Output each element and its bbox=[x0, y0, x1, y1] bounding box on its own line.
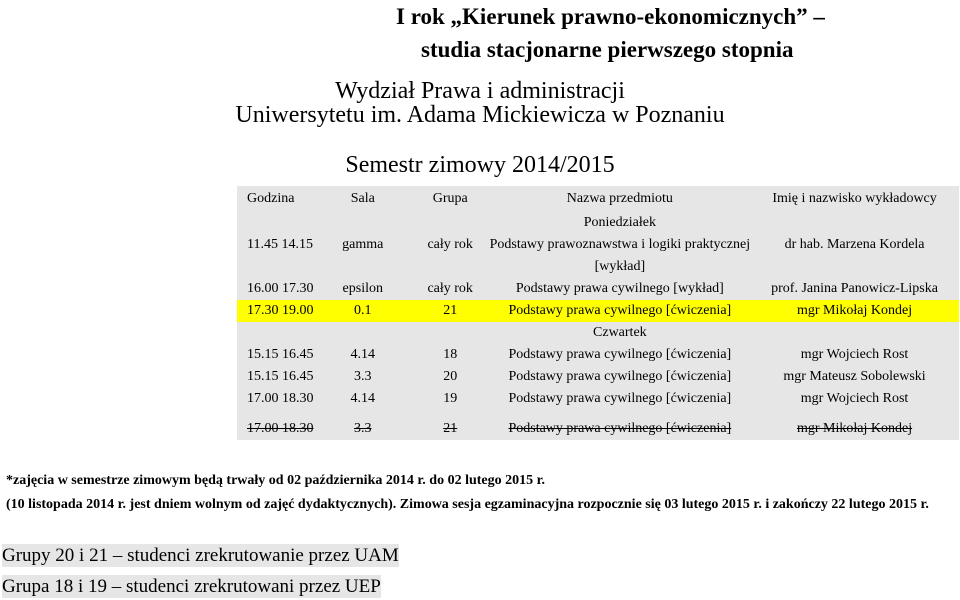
table-header-row bbox=[237, 186, 959, 212]
table-row bbox=[237, 234, 959, 256]
schedule-table bbox=[237, 186, 959, 440]
col-header-subject: Nazwa przedmiotu bbox=[566, 191, 673, 206]
cell-group: 21 bbox=[411, 418, 490, 440]
university-name: Uniwersytetu im. Adama Mickiewicza w Poznaniu bbox=[235, 102, 725, 128]
cell-group: 19 bbox=[443, 391, 458, 406]
group-info-2: Grupa 18 i 19 – studenci zrekrutowani przez UEP bbox=[2, 576, 381, 597]
cell-group: cały rok bbox=[427, 281, 473, 296]
cell-lecturer: dr hab. Marzena Kordela bbox=[784, 237, 925, 252]
day-row-thursday bbox=[237, 322, 959, 344]
table-spacer bbox=[237, 410, 959, 418]
day-label: Poniedziałek bbox=[583, 215, 656, 230]
cell-lecturer: mgr Mikołaj Kondej bbox=[750, 300, 959, 322]
cell-subject: Podstawy prawoznawstwa i logiki praktycznej bbox=[489, 237, 751, 252]
cell-subject: Podstawy prawa cywilnego [ćwiczenia] bbox=[508, 391, 732, 406]
table-row bbox=[237, 388, 959, 410]
cell-lecturer: mgr Wojciech Rost bbox=[800, 391, 909, 406]
semester-note-2: (10 listopada 2014 r. jest dniem wolnym od zajęć dydaktycznych). Zimowa sesja egzaminacyjna rozpocznie się 03 lutego 2015 r. i zakończy 22 lutego 2015 r. bbox=[6, 497, 929, 512]
cell-room: 4.14 bbox=[350, 347, 376, 362]
title-line-1: I rok „Kierunek prawno-ekonomicznych” – bbox=[396, 4, 825, 29]
cell-room: epsilon bbox=[342, 281, 383, 296]
cell-lecturer: mgr Mateusz Sobolewski bbox=[783, 369, 926, 384]
cell-group: 18 bbox=[443, 347, 458, 362]
cell-subject: Podstawy prawa cywilnego [ćwiczenia] bbox=[508, 347, 732, 362]
cell-time: 17.00 18.30 bbox=[247, 391, 314, 406]
cell-time: 17.30 19.00 bbox=[237, 300, 315, 322]
cell-room: 4.14 bbox=[350, 391, 376, 406]
faculty-name: Wydział Prawa i administracji bbox=[335, 78, 625, 104]
cell-room: gamma bbox=[342, 237, 384, 252]
table-row-cancelled bbox=[237, 418, 959, 440]
cell-subject: Podstawy prawa cywilnego [wykład] bbox=[515, 281, 724, 296]
cell-time: 16.00 17.30 bbox=[247, 281, 314, 296]
col-header-lecturer: Imię i nazwisko wykładowcy bbox=[772, 191, 937, 206]
cell-lecturer: mgr Wojciech Rost bbox=[800, 347, 909, 362]
table-row bbox=[237, 278, 959, 300]
day-row-monday bbox=[237, 212, 959, 234]
table-row-highlighted bbox=[237, 300, 959, 322]
group-info-1: Grupy 20 i 21 – studenci zrekrutowanie przez UAM bbox=[2, 545, 399, 566]
cell-room: 0.1 bbox=[315, 300, 411, 322]
col-header-room: Sala bbox=[350, 191, 375, 206]
cell-subject: Podstawy prawa cywilnego [ćwiczenia] bbox=[490, 300, 751, 322]
col-header-time: Godzina bbox=[247, 191, 295, 206]
day-label: Czwartek bbox=[593, 325, 647, 340]
cell-group: 20 bbox=[443, 369, 458, 384]
cell-room: 3.3 bbox=[315, 418, 411, 440]
col-header-group: Grupa bbox=[432, 191, 468, 206]
cell-time: 15.15 16.45 bbox=[247, 369, 314, 384]
table-row bbox=[237, 366, 959, 388]
cell-lecturer: mgr Mikołaj Kondej bbox=[750, 418, 959, 440]
table-row bbox=[237, 344, 959, 366]
cell-subject: [wykład] bbox=[594, 259, 646, 274]
title-line-2: studia stacjonarne pierwszego stopnia bbox=[421, 37, 794, 62]
cell-lecturer: prof. Janina Panowicz-Lipska bbox=[771, 281, 938, 296]
cell-time: 11.45 14.15 bbox=[247, 237, 313, 252]
table-row-continuation bbox=[237, 256, 959, 278]
cell-room: 3.3 bbox=[354, 369, 372, 384]
semester-note-1: *zajęcia w semestrze zimowym będą trwały od 02 października 2014 r. do 02 lutego 2015 r. bbox=[6, 473, 546, 488]
cell-subject: Podstawy prawa cywilnego [ćwiczenia] bbox=[490, 418, 751, 440]
semester-title: Semestr zimowy 2014/2015 bbox=[345, 152, 615, 178]
cell-time: 15.15 16.45 bbox=[247, 347, 314, 362]
cell-group: 21 bbox=[411, 300, 490, 322]
cell-subject: Podstawy prawa cywilnego [ćwiczenia] bbox=[508, 369, 732, 384]
cell-group: cały rok bbox=[427, 237, 473, 252]
cell-time: 17.00 18.30 bbox=[237, 418, 315, 440]
